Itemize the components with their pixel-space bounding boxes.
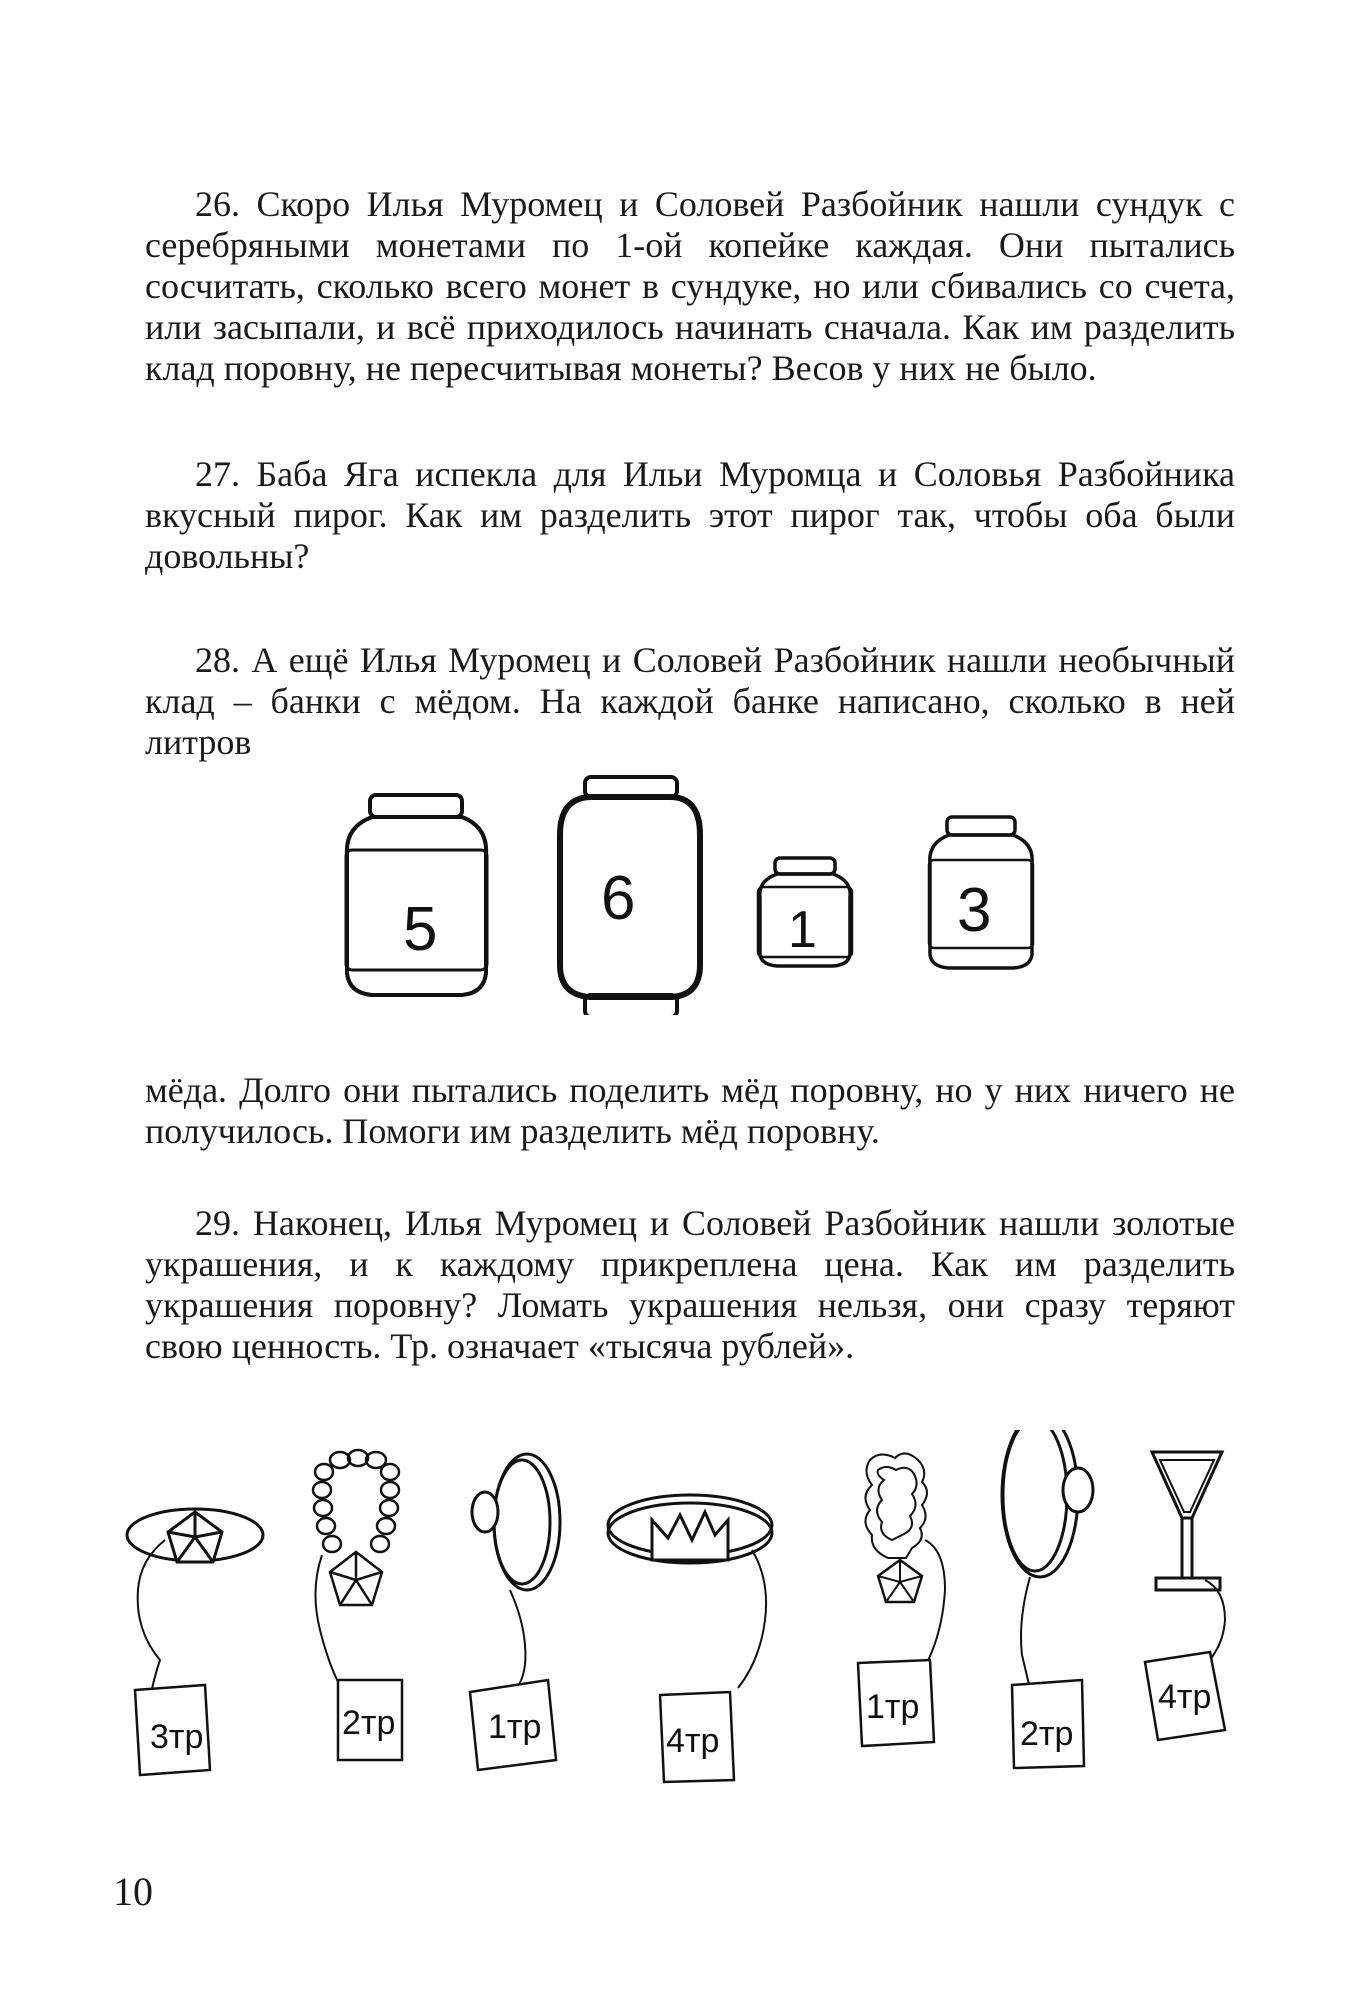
- crown-bracelet-icon: [608, 1495, 772, 1688]
- problem-27-text: 27. Баба Яга испекла для Ильи Муромца и Соловья Разбойника вкусный пирог. Как им разделить этот пирог так, чтобы оба были довольны?: [145, 454, 1235, 576]
- price-label: 3тр: [150, 1718, 204, 1756]
- price-label: 1тр: [488, 1708, 542, 1746]
- price-label: 2тр: [342, 1704, 396, 1742]
- page-number: 10: [113, 1869, 153, 1914]
- jar-label: 3: [957, 876, 992, 945]
- mirror-icon: [1002, 1430, 1093, 1698]
- problem-28-text-part2: мёда. Долго они пытались поделить мёд поровну, но у них ничего не получилось. Помоги им разделить мёд поровну.: [145, 1070, 1235, 1151]
- price-label: 4тр: [666, 1722, 720, 1760]
- jar-label: 1: [788, 901, 817, 959]
- beaded-necklace-icon: [313, 1450, 399, 1695]
- problem-29-text: 29. Наконец, Илья Муромец и Соловей Разбойник нашли золотые украшения, и к каждому прикреплена цена. Как им разделить украшения поровну? Ломать украшения нельзя, они сразу теряют свою ценность. Тр. означает «тысяча рублей».: [145, 1203, 1235, 1366]
- price-label: 2тр: [1020, 1715, 1074, 1753]
- ring-with-gem-icon: [127, 1509, 263, 1715]
- hand-mirror-icon: [472, 1454, 560, 1702]
- jar-label: 5: [403, 895, 438, 964]
- price-label: 4тр: [1158, 1678, 1212, 1716]
- goblet-icon: [1152, 1452, 1225, 1670]
- pendant-icon: [865, 1453, 945, 1675]
- problem-26-text: 26. Скоро Илья Муромец и Соловей Разбойник нашли сундук с серебряными монетами по 1-ой копейке каждая. Они пытались сосчитать, сколько всего монет в сундуке, но или сбивались со счета, или засыпали, и всё приходилось начинать сначала. Как им разделить клад поровну, не пересчитывая монеты? Весов у них не было.: [145, 184, 1235, 388]
- jewelry-illustration: [0, 1430, 1366, 1850]
- jar-label: 6: [601, 864, 636, 933]
- price-label: 1тр: [866, 1688, 920, 1726]
- honey-jars-illustration: [0, 765, 1366, 1015]
- problem-28-text-part1: 28. А ещё Илья Муромец и Соловей Разбойник нашли необычный клад – банки с мёдом. На каждой банке написано, сколько в ней литров: [145, 640, 1235, 762]
